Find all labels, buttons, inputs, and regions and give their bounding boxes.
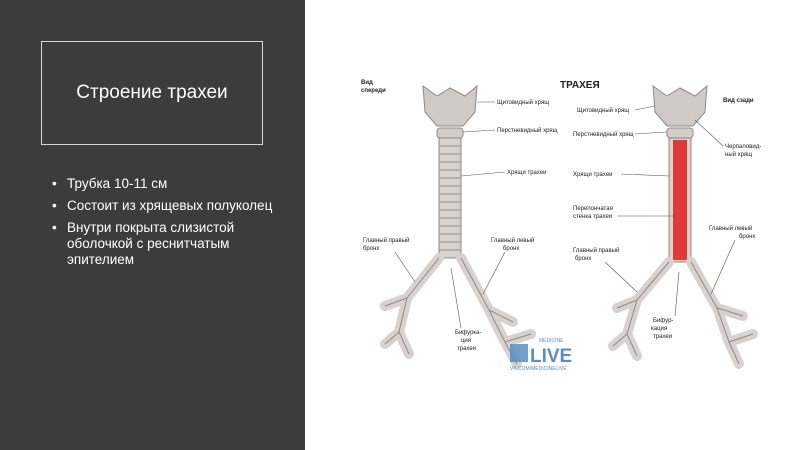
bullet-dot-icon: • (52, 220, 57, 235)
front-label-left-bronchus-1: Главный левый (491, 238, 535, 244)
front-trachea-tube (439, 138, 461, 258)
bullet-list (52, 176, 292, 274)
back-labels (573, 106, 761, 340)
front-thyroid-cartilage (423, 86, 477, 126)
back-label-right-bronchus-1: Главный правый (573, 248, 620, 254)
front-view-label-line1: Вид (361, 80, 373, 86)
bullet-item (52, 176, 292, 192)
bullet-item (52, 198, 292, 214)
bullet-dot-icon: • (52, 176, 57, 191)
left-panel (0, 0, 305, 450)
watermark-top: MEDICINE (539, 338, 564, 344)
back-label-arytenoid-2: ный хрящ (725, 152, 753, 158)
back-label-thyroid: Щитовидный хрящ (577, 108, 630, 114)
back-label-rings: Хрящи трахеи (573, 172, 613, 178)
back-label-right-bronchus-2: бронх (575, 256, 592, 262)
bullet-dot-icon: • (52, 198, 57, 213)
diagram-heading: ТРАХЕЯ (560, 80, 600, 91)
back-label-left-bronchus-1: Главный левый (709, 226, 753, 232)
slide-title: Строение трахеи (76, 82, 228, 103)
back-left-bronchus (691, 262, 753, 364)
front-label-thyroid: Щитовидный хрящ (497, 100, 550, 106)
back-label-bifurcation-2: кация (651, 326, 668, 332)
trachea-diagram (355, 72, 775, 392)
front-right-bronchus (385, 258, 439, 354)
watermark-url: VK.COM/MEDICINELIVE (510, 366, 567, 372)
front-label-cricoid: Перстневидный хрящ (497, 128, 558, 134)
title-box (41, 41, 263, 145)
watermark (510, 338, 572, 372)
bullet-text: Внутри покрыта слизистой оболочкой с реснитчатым эпителием (67, 220, 235, 267)
front-label-right-bronchus-2: бронх (363, 246, 380, 252)
back-right-bronchus (613, 262, 669, 356)
back-trachea (613, 86, 756, 364)
front-label-rings: Хрящи трахеи (507, 170, 547, 176)
watermark-logo-icon (510, 344, 528, 362)
back-label-bifurcation-1: Бифур- (653, 318, 674, 324)
back-label-membranous-1: Перепончатая (573, 206, 613, 212)
front-label-left-bronchus-2: бронх (503, 246, 520, 252)
watermark-logo-text: LIVE (530, 346, 573, 367)
back-label-bifurcation-3: трахеи (653, 334, 673, 340)
back-label-arytenoid-1: Черпаловид- (725, 144, 762, 150)
front-label-right-bronchus-1: Главный правый (363, 238, 410, 244)
bullet-text: Трубка 10-11 см (67, 176, 168, 191)
back-thyroid-cartilage (653, 86, 707, 126)
front-cricoid-cartilage (437, 128, 463, 138)
back-label-membranous-2: стенка трахеи (573, 214, 613, 220)
back-view-label: Вид сзади (723, 98, 754, 104)
front-label-bifurcation-2: ция (461, 338, 472, 344)
front-label-bifurcation-3: трахеи (457, 346, 477, 352)
back-cricoid-cartilage (667, 128, 693, 138)
front-view-label-line2: спереди (361, 88, 386, 94)
front-label-bifurcation-1: Бифурка- (455, 330, 482, 336)
bullet-text: Состоит из хрящевых полуколец (67, 198, 273, 213)
bullet-item (52, 220, 292, 268)
back-membranous-wall (673, 140, 687, 260)
back-label-cricoid: Перстневидный хрящ (573, 132, 634, 138)
back-label-left-bronchus-2: бронх (739, 234, 756, 240)
